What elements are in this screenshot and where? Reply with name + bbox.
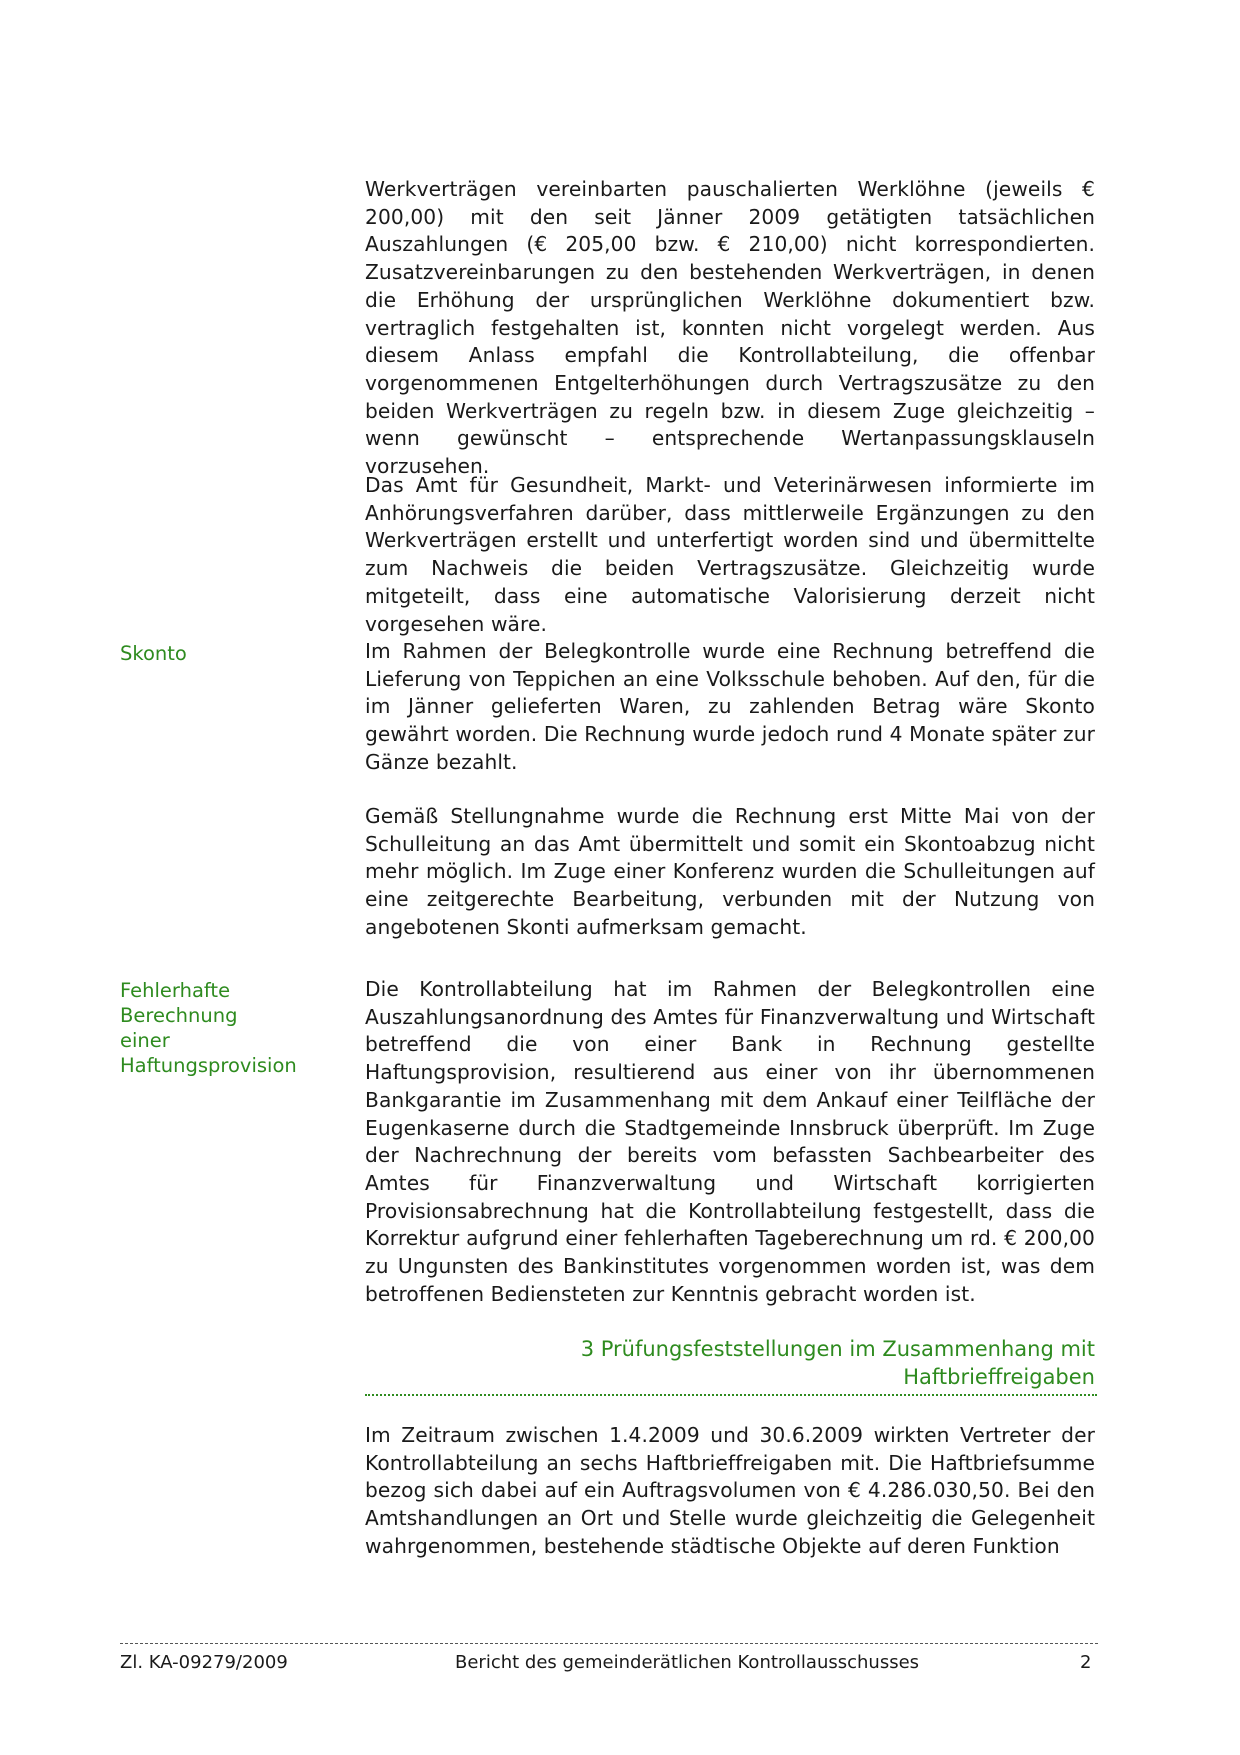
- heading-divider: [365, 1394, 1097, 1396]
- footer-title: Bericht des gemeinderätlichen Kontrollausschusses: [455, 1652, 920, 1673]
- paragraph-belegkontrolle: [365, 638, 1095, 777]
- section-heading: [365, 1336, 1095, 1391]
- paragraph-werkvertraege: [365, 176, 1095, 481]
- paragraph-text: Werkverträgen vereinbarten pauschalierten Werklöhne (jeweils € 200,00) mit den seit Jänner 2009 getätigten tatsächlichen Auszahlungen (€ 205,00 bzw. € 210,00) nicht korrespondierten. Zusatzvereinbarungen zu den bestehenden Werkverträgen, in denen die Erhöhung der ursprünglichen Werklöhne dokumentiert bzw. vertraglich festgehalten ist, konnten nicht vorgelegt werden. Aus diesem Anlass empfahl die Kontrollabteilung, die offenbar vorgenommenen Entgelterhöhungen durch Vertragszusätze zu den beiden Werkverträgen zu regeln bzw. in diesem Zuge gleichzeitig – wenn gewünscht – entsprechende Wertanpassungsklauseln vorzusehen.: [365, 177, 1095, 479]
- section-heading-line: 3 Prüfungsfeststellungen im Zusammenhang mit: [580, 1337, 1095, 1361]
- side-note-haftungsprovision: [120, 978, 350, 1078]
- footer-divider: [120, 1643, 1098, 1644]
- paragraph-anhoerung: [365, 472, 1095, 638]
- footer-reference: Zl. KA-09279/2009: [120, 1652, 288, 1673]
- side-note-line: Fehlerhafte Berechnung: [120, 979, 238, 1027]
- section-heading-line: Haftbrieffreigaben: [903, 1364, 1095, 1389]
- footer-page-number: 2: [1080, 1652, 1092, 1673]
- side-note-line: einer Haftungsprovision: [120, 1029, 297, 1077]
- paragraph-haftbrieffreigaben: [365, 1422, 1095, 1561]
- paragraph-text: Das Amt für Gesundheit, Markt- und Veterinärwesen informierte im Anhörungsverfahren darüber, dass mittlerweile Ergänzungen zu den Werkverträgen erstellt und unterfertigt worden sind und übermittelte zum Nachweis die beiden Vertragszusätze. Gleichzeitig wurde mitgeteilt, dass eine automatische Valorisierung derzeit nicht vorgesehen wäre.: [365, 473, 1095, 636]
- side-note-skonto: Skonto: [120, 642, 187, 665]
- paragraph-haftungsprovision: [365, 976, 1095, 1308]
- paragraph-stellungnahme: [365, 803, 1095, 942]
- paragraph-text: Gemäß Stellungnahme wurde die Rechnung erst Mitte Mai von der Schulleitung an das Amt übermittelt und somit ein Skontoabzug nicht mehr möglich. Im Zuge einer Konferenz wurden die Schulleitungen auf eine zeitgerechte Bearbeitung, verbunden mit der Nutzung von angebotenen Skonti aufmerksam gemacht.: [365, 804, 1095, 939]
- paragraph-text: Im Rahmen der Belegkontrolle wurde eine Rechnung betreffend die Lieferung von Teppichen an eine Volksschule behoben. Auf den, für die im Jänner gelieferten Waren, zu zahlenden Betrag wäre Skonto gewährt worden. Die Rechnung wurde jedoch rund 4 Monate später zur Gänze bezahlt.: [365, 639, 1095, 774]
- paragraph-text: Die Kontrollabteilung hat im Rahmen der Belegkontrollen eine Auszahlungsanordnung des Amtes für Finanzverwaltung und Wirtschaft betreffend die von einer Bank in Rechnung gestellte Haftungsprovision, resultierend aus einer von ihr übernommenen Bankgarantie im Zusammenhang mit dem Ankauf einer Teilfläche der Eugenkaserne durch die Stadtgemeinde Innsbruck überprüft. Im Zuge der Nachrechnung der bereits vom befassten Sachbearbeiter des Amtes für Finanzverwaltung und Wirtschaft korrigierten Provisionsabrechnung hat die Kontrollabteilung festgestellt, dass die Korrektur aufgrund einer fehlerhaften Tageberechnung um rd. € 200,00 zu Ungunsten des Bankinstitutes vorgenommen worden ist, was dem betroffenen Bediensteten zur Kenntnis gebracht worden ist.: [365, 977, 1095, 1306]
- paragraph-text: Im Zeitraum zwischen 1.4.2009 und 30.6.2009 wirkten Vertreter der Kontrollabteilung an sechs Haftbrieffreigaben mit. Die Haftbriefsumme bezog sich dabei auf ein Auftragsvolumen von € 4.286.030,50. Bei den Amtshandlungen an Ort und Stelle wurde gleichzeitig die Gelegenheit wahrgenommen, bestehende städtische Objekte auf deren Funktion: [365, 1423, 1095, 1558]
